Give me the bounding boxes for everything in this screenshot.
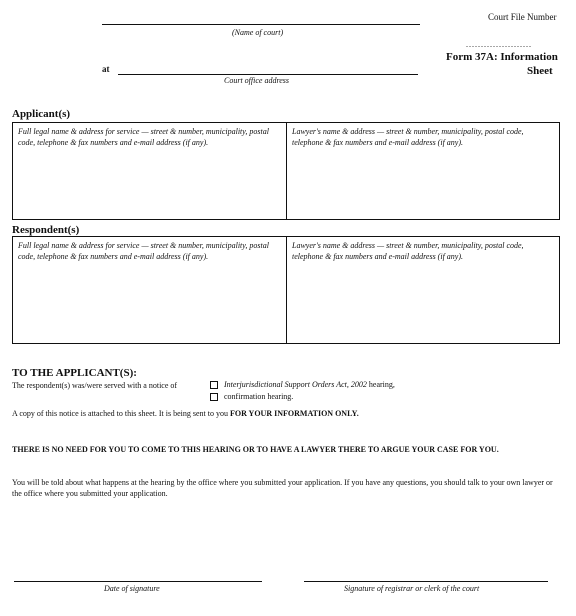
served-text: The respondent(s) was/were served with a notice of — [12, 381, 178, 390]
isoa-hearing-checkbox[interactable] — [210, 381, 218, 389]
applicants-heading: Applicant(s) — [12, 108, 71, 120]
name-of-court-line[interactable] — [102, 24, 420, 25]
applicant-details-field[interactable] — [13, 123, 287, 219]
confirmation-hearing-label: confirmation hearing. — [224, 392, 294, 401]
no-need-text: THERE IS NO NEED FOR YOU TO COME TO THIS HEARING OR TO HAVE A LAWYER THERE TO ARGUE YOUR CASE FOR YOU. — [12, 445, 499, 454]
isoa-act-name: Interjurisdictional Support Orders Act, 2002 — [224, 380, 367, 389]
at-label: at — [102, 64, 110, 74]
date-of-signature-line[interactable] — [14, 581, 262, 582]
to-applicants-heading: TO THE APPLICANT(S): — [12, 367, 137, 379]
name-of-court-caption: (Name of court) — [232, 28, 284, 37]
option-confirmation-hearing[interactable] — [210, 392, 293, 401]
respondents-box — [12, 236, 560, 344]
copy-notice-plain: A copy of this notice is attached to this sheet. It is being sent to you — [12, 409, 230, 418]
applicant-details-label: Full legal name & address for service — street & number, municipality, postal code, telephone & fax numbers and e-mail address (if any). — [18, 127, 269, 147]
option-isoa-hearing[interactable] — [210, 380, 395, 389]
applicant-lawyer-field[interactable] — [287, 123, 559, 219]
court-file-number-label: Court File Number — [488, 12, 557, 22]
copy-notice-text — [12, 409, 359, 418]
respondent-lawyer-field[interactable] — [287, 237, 559, 343]
respondents-heading: Respondent(s) — [12, 224, 80, 236]
confirmation-hearing-checkbox[interactable] — [210, 393, 218, 401]
told-text: You will be told about what happens at the hearing by the office where you submitted your application. If you have any questions, you should talk to your own lawyer or the office where you submitted your application. — [12, 478, 553, 498]
respondent-details-label: Full legal name & address for service — street & number, municipality, postal code, telephone & fax numbers and e-mail address (if any). — [18, 241, 269, 261]
form-number-dots: ...................... — [466, 40, 532, 49]
court-office-address-line[interactable] — [118, 74, 418, 75]
court-office-caption: Court office address — [224, 76, 290, 85]
applicant-lawyer-label: Lawyer's name & address — street & number, municipality, postal code, telephone & fax numbers and e-mail address (if any). — [292, 127, 524, 147]
form-title-line1: Form 37A: Information — [446, 51, 558, 63]
isoa-hearing-suffix: hearing, — [366, 380, 395, 389]
copy-notice-bold: FOR YOUR INFORMATION ONLY. — [229, 409, 359, 418]
form-title-line2: Sheet — [527, 65, 553, 77]
registrar-signature-caption: Signature of registrar or clerk of the court — [344, 584, 480, 593]
respondent-details-field[interactable] — [13, 237, 287, 343]
registrar-signature-line[interactable] — [304, 581, 548, 582]
applicants-box — [12, 122, 560, 220]
date-of-signature-caption: Date of signature — [104, 584, 160, 593]
respondent-lawyer-label: Lawyer's name & address — street & number, municipality, postal code, telephone & fax numbers and e-mail address (if any). — [292, 241, 524, 261]
